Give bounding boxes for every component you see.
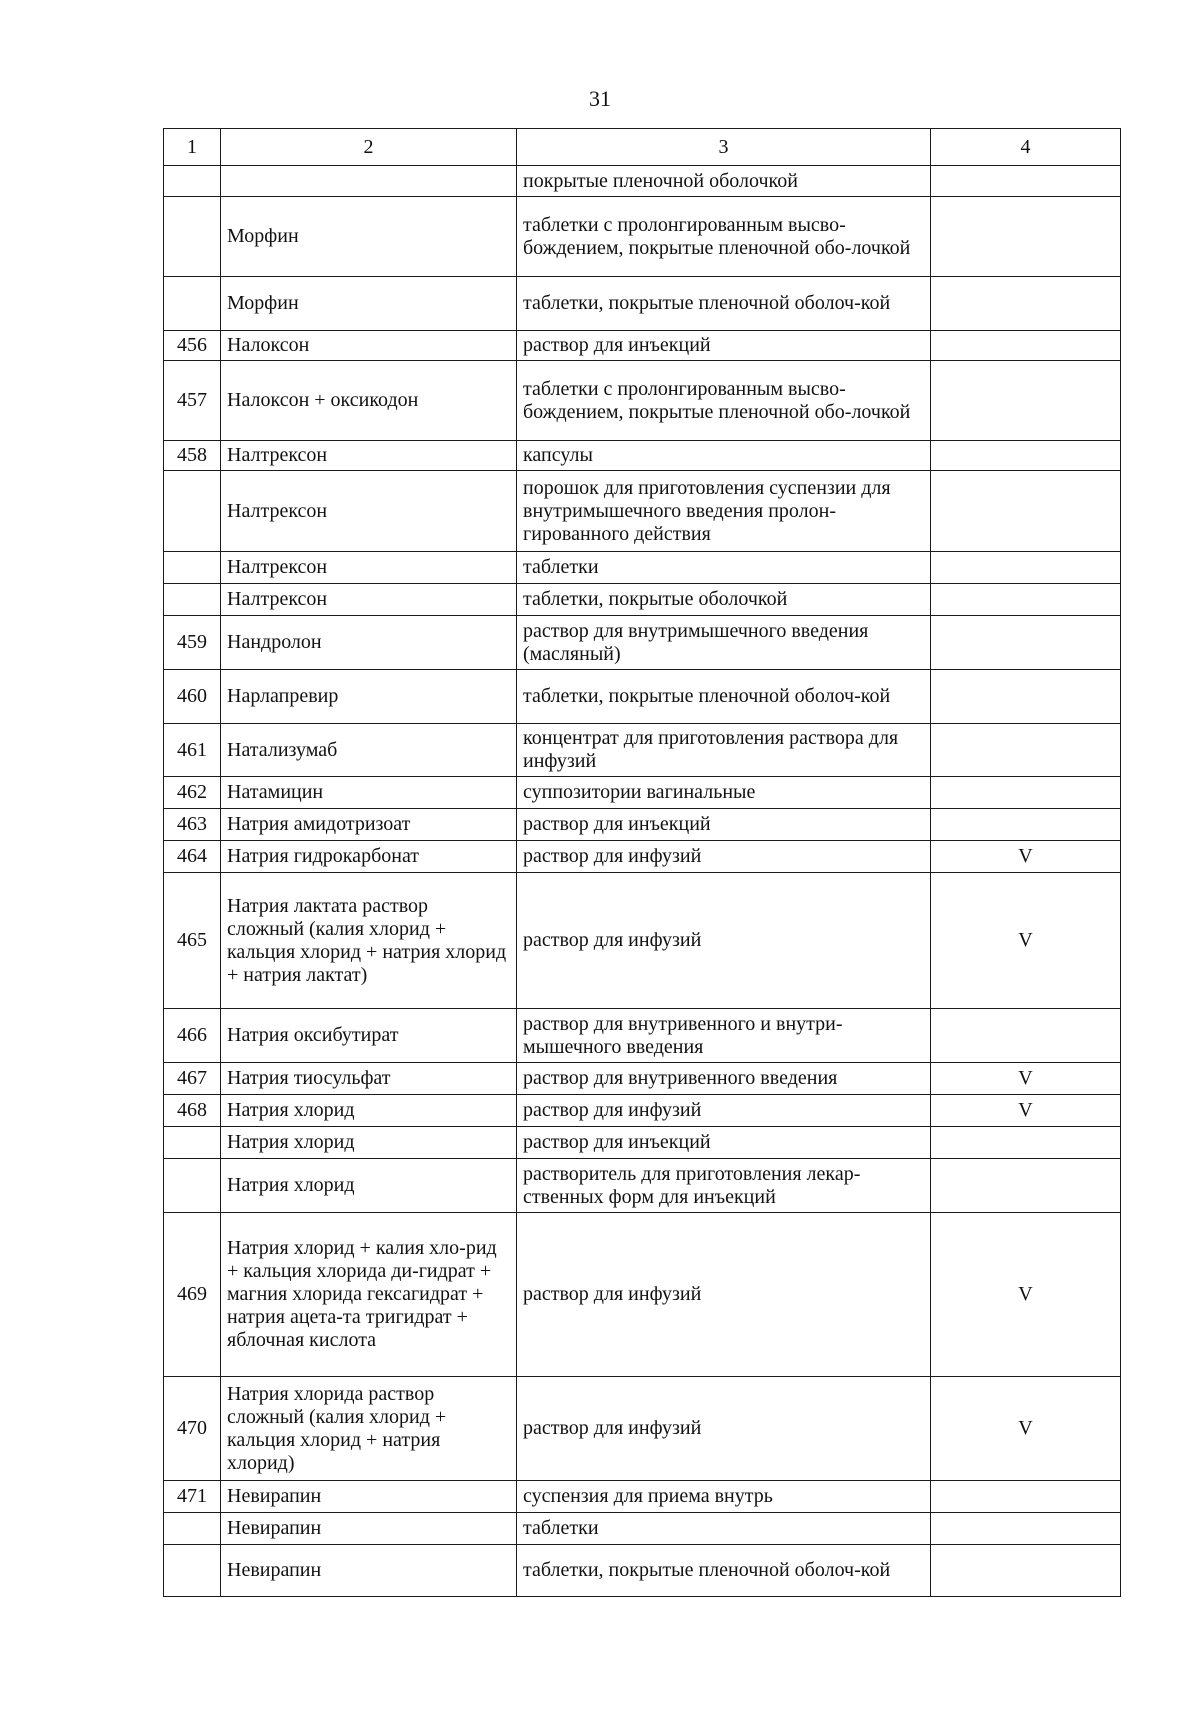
mark-cell — [931, 552, 1121, 584]
mark-cell — [931, 777, 1121, 809]
drug-name-cell: Натрия хлорид — [221, 1127, 517, 1159]
drug-name-cell: Натрия лактата раствор сложный (калия хлорид + кальция хлорид + натрия хлорид + натрия лактат) — [221, 873, 517, 1009]
row-number-cell — [164, 197, 221, 277]
dosage-form-cell: суспензия для приема внутрь — [517, 1481, 931, 1513]
page-number: 31 — [589, 86, 611, 111]
dosage-form-cell: концентрат для приготовления раствора для инфузий — [517, 724, 931, 777]
drug-name-cell: Натрия хлорид — [221, 1159, 517, 1213]
table-row — [164, 1127, 1121, 1159]
table-row — [164, 1159, 1121, 1213]
drug-name-cell: Невирапин — [221, 1513, 517, 1545]
drug-name-cell: Натрия оксибутират — [221, 1009, 517, 1063]
mark-cell — [931, 1127, 1121, 1159]
table-row — [164, 1063, 1121, 1095]
mark-cell: V — [931, 1063, 1121, 1095]
mark-cell — [931, 1513, 1121, 1545]
drug-name-cell: Натрия хлорид + калия хло-рид + кальция хлорида ди-гидрат + магния хлорида гексагидрат + натрия ацета-та тригидрат + яблочная кислота — [221, 1213, 517, 1377]
table-row — [164, 670, 1121, 724]
mark-cell — [931, 166, 1121, 197]
table-row — [164, 809, 1121, 841]
mark-cell — [931, 331, 1121, 361]
drug-name-cell: Натализумаб — [221, 724, 517, 777]
table-row — [164, 584, 1121, 616]
drug-name-cell — [221, 166, 517, 197]
dosage-form-cell: покрытые пленочной оболочкой — [517, 166, 931, 197]
mark-cell — [931, 670, 1121, 724]
header-col-3: 3 — [517, 129, 931, 166]
table-row — [164, 1545, 1121, 1597]
drug-name-cell: Натрия хлорида раствор сложный (калия хлорид + кальция хлорид + натрия хлорид) — [221, 1377, 517, 1481]
dosage-form-cell: таблетки, покрытые оболочкой — [517, 584, 931, 616]
table-body — [164, 166, 1121, 1597]
drug-name-cell: Налтрексон — [221, 471, 517, 552]
drug-name-cell: Нарлапревир — [221, 670, 517, 724]
table-row — [164, 277, 1121, 331]
drug-name-cell: Натамицин — [221, 777, 517, 809]
row-number-cell: 460 — [164, 670, 221, 724]
dosage-form-cell: растворитель для приготовления лекар-ственных форм для инъекций — [517, 1159, 931, 1213]
table-row — [164, 441, 1121, 471]
drug-name-cell: Налтрексон — [221, 441, 517, 471]
dosage-form-cell: капсулы — [517, 441, 931, 471]
mark-cell — [931, 1545, 1121, 1597]
row-number-cell: 465 — [164, 873, 221, 1009]
drug-name-cell: Натрия хлорид — [221, 1095, 517, 1127]
dosage-form-cell: таблетки, покрытые пленочной оболоч-кой — [517, 277, 931, 331]
row-number-cell: 462 — [164, 777, 221, 809]
table-row — [164, 1095, 1121, 1127]
dosage-form-cell: раствор для инъекций — [517, 809, 931, 841]
row-number-cell: 461 — [164, 724, 221, 777]
mark-cell: V — [931, 1095, 1121, 1127]
dosage-form-cell: раствор для внутривенного и внутри-мышечного введения — [517, 1009, 931, 1063]
mark-cell: V — [931, 1213, 1121, 1377]
dosage-form-cell: таблетки — [517, 552, 931, 584]
mark-cell — [931, 277, 1121, 331]
mark-cell — [931, 361, 1121, 441]
table-row — [164, 616, 1121, 670]
row-number-cell — [164, 1513, 221, 1545]
drug-name-cell: Нандролон — [221, 616, 517, 670]
row-number-cell: 463 — [164, 809, 221, 841]
dosage-form-cell: раствор для инъекций — [517, 1127, 931, 1159]
table-row — [164, 1213, 1121, 1377]
table-row — [164, 1513, 1121, 1545]
drug-name-cell: Невирапин — [221, 1481, 517, 1513]
dosage-form-cell: раствор для инфузий — [517, 1377, 931, 1481]
mark-cell — [931, 1009, 1121, 1063]
table-row — [164, 552, 1121, 584]
table-header-row — [164, 129, 1121, 166]
mark-cell: V — [931, 1377, 1121, 1481]
mark-cell — [931, 1159, 1121, 1213]
mark-cell — [931, 724, 1121, 777]
row-number-cell: 470 — [164, 1377, 221, 1481]
drug-name-cell: Налтрексон — [221, 584, 517, 616]
header-col-1: 1 — [164, 129, 221, 166]
medicines-table — [163, 128, 1121, 1597]
row-number-cell: 459 — [164, 616, 221, 670]
row-number-cell: 468 — [164, 1095, 221, 1127]
drug-name-cell: Натрия тиосульфат — [221, 1063, 517, 1095]
drug-name-cell: Налоксон — [221, 331, 517, 361]
dosage-form-cell: порошок для приготовления суспензии для внутримышечного введения пролон-гированного действия — [517, 471, 931, 552]
row-number-cell: 467 — [164, 1063, 221, 1095]
mark-cell — [931, 1481, 1121, 1513]
drug-name-cell: Морфин — [221, 277, 517, 331]
mark-cell — [931, 616, 1121, 670]
dosage-form-cell: таблетки — [517, 1513, 931, 1545]
row-number-cell — [164, 584, 221, 616]
dosage-form-cell: раствор для инфузий — [517, 873, 931, 1009]
row-number-cell — [164, 1545, 221, 1597]
row-number-cell — [164, 1159, 221, 1213]
row-number-cell: 458 — [164, 441, 221, 471]
table-row — [164, 361, 1121, 441]
drug-name-cell: Натрия амидотризоат — [221, 809, 517, 841]
row-number-cell: 456 — [164, 331, 221, 361]
table-row — [164, 331, 1121, 361]
mark-cell — [931, 471, 1121, 552]
row-number-cell: 466 — [164, 1009, 221, 1063]
table-row — [164, 197, 1121, 277]
mark-cell: V — [931, 873, 1121, 1009]
drug-name-cell: Налоксон + оксикодон — [221, 361, 517, 441]
dosage-form-cell: раствор для внутримышечного введения (масляный) — [517, 616, 931, 670]
header-col-4: 4 — [931, 129, 1121, 166]
table-row — [164, 471, 1121, 552]
table-row — [164, 1009, 1121, 1063]
row-number-cell — [164, 471, 221, 552]
row-number-cell: 464 — [164, 841, 221, 873]
table-row — [164, 1481, 1121, 1513]
header-col-2: 2 — [221, 129, 517, 166]
dosage-form-cell: таблетки, покрытые пленочной оболоч-кой — [517, 670, 931, 724]
dosage-form-cell: раствор для внутривенного введения — [517, 1063, 931, 1095]
drug-name-cell: Натрия гидрокарбонат — [221, 841, 517, 873]
table-row — [164, 166, 1121, 197]
row-number-cell: 469 — [164, 1213, 221, 1377]
dosage-form-cell: раствор для инфузий — [517, 841, 931, 873]
row-number-cell: 471 — [164, 1481, 221, 1513]
table-row — [164, 841, 1121, 873]
mark-cell — [931, 441, 1121, 471]
mark-cell — [931, 809, 1121, 841]
mark-cell: V — [931, 841, 1121, 873]
dosage-form-cell: таблетки с пролонгированным высво-бождением, покрытые пленочной обо-лочкой — [517, 361, 931, 441]
row-number-cell — [164, 1127, 221, 1159]
dosage-form-cell: таблетки, покрытые пленочной оболоч-кой — [517, 1545, 931, 1597]
row-number-cell — [164, 277, 221, 331]
row-number-cell — [164, 166, 221, 197]
drug-name-cell: Морфин — [221, 197, 517, 277]
dosage-form-cell: раствор для инфузий — [517, 1095, 931, 1127]
table-row — [164, 1377, 1121, 1481]
dosage-form-cell: суппозитории вагинальные — [517, 777, 931, 809]
mark-cell — [931, 197, 1121, 277]
mark-cell — [931, 584, 1121, 616]
table-row — [164, 777, 1121, 809]
dosage-form-cell: раствор для инфузий — [517, 1213, 931, 1377]
dosage-form-cell: таблетки с пролонгированным высво-бождением, покрытые пленочной обо-лочкой — [517, 197, 931, 277]
row-number-cell — [164, 552, 221, 584]
table-row — [164, 724, 1121, 777]
drug-name-cell: Невирапин — [221, 1545, 517, 1597]
drug-name-cell: Налтрексон — [221, 552, 517, 584]
row-number-cell: 457 — [164, 361, 221, 441]
dosage-form-cell: раствор для инъекций — [517, 331, 931, 361]
table-row — [164, 873, 1121, 1009]
